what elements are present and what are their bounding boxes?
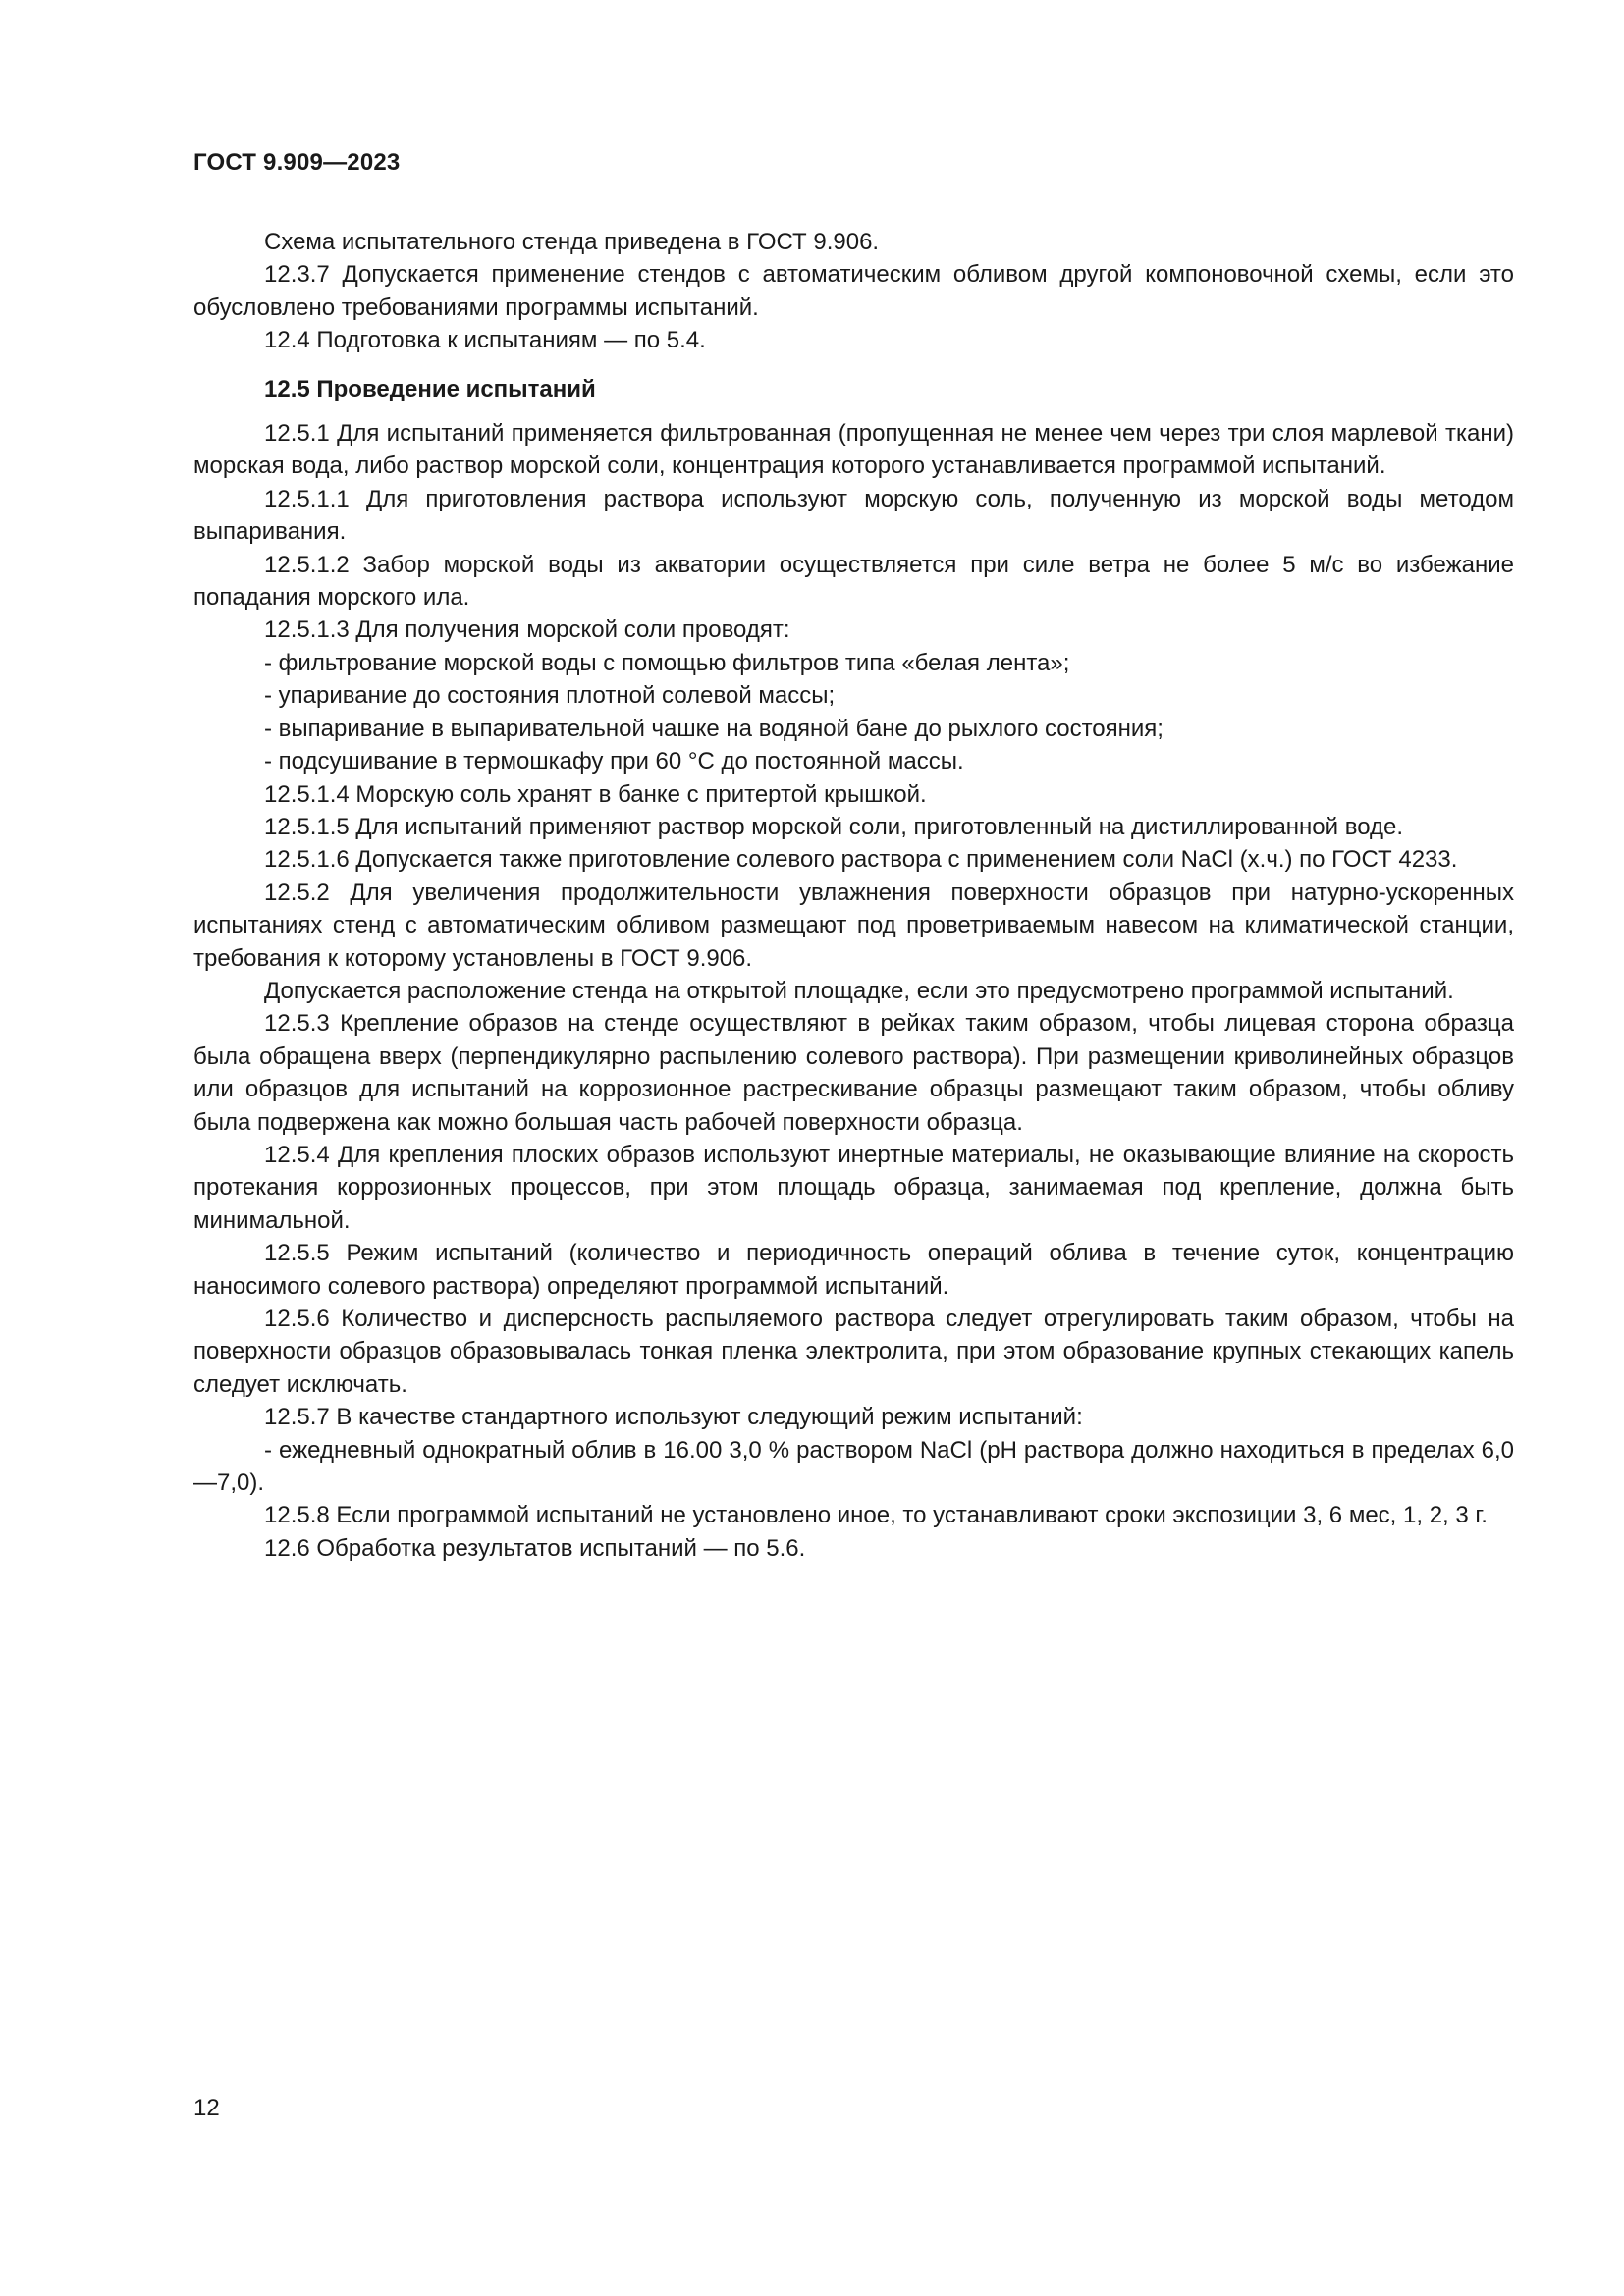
- list-item: - подсушивание в термошкафу при 60 °С до постоянной массы.: [264, 748, 964, 775]
- paragraph: 12.5.3 Крепление образов на стенде осуществляют в рейках таким образом, чтобы лицевая сторона образца была обращена вверх (перпендикулярно распылению солевого раствора). При размещении криволинейных образцов или образцов для испытаний на коррозионное растрескивание образцы размещают таким образом, чтобы обливу была подвержена как можно большая часть рабочей поверхности образца.: [193, 1010, 1514, 1136]
- paragraph: 12.4 Подготовка к испытаниям — по 5.4.: [264, 327, 706, 354]
- paragraph: 12.5.1.5 Для испытаний применяют раствор морской соли, приготовленный на дистиллированной воде.: [264, 813, 1404, 840]
- paragraph: Допускается расположение стенда на открытой площадке, если это предусмотрено программой испытаний.: [264, 977, 1454, 1004]
- paragraph: 12.5.4 Для крепления плоских образов используют инертные материалы, не оказывающие влияние на скорость протекания коррозионных процессов, при этом площадь образца, занимаемая под крепление, должна быть минимальной.: [193, 1141, 1514, 1234]
- paragraph: 12.3.7 Допускается применение стендов с автоматическим обливом другой компоновочной схемы, если это обусловлено требованиями программы испытаний.: [193, 261, 1514, 321]
- paragraph: 12.5.8 Если программой испытаний не установлено иное, то устанавливают сроки экспозиции 3, 6 мес, 1, 2, 3 г.: [264, 1502, 1488, 1529]
- paragraph: 12.5.1.4 Морскую соль хранят в банке с притертой крышкой.: [264, 780, 927, 808]
- paragraph: 12.5.1.1 Для приготовления раствора используют морскую соль, полученную из морской воды методом выпаривания.: [193, 485, 1514, 546]
- paragraph: 12.5.1.3 Для получения морской соли проводят:: [264, 616, 790, 644]
- paragraph: 12.6 Обработка результатов испытаний — по 5.6.: [264, 1534, 806, 1562]
- paragraph: Схема испытательного стенда приведена в ГОСТ 9.906.: [264, 229, 880, 255]
- list-item: - ежедневный однократный облив в 16.00 3,0 % раствором NaCl (pH раствора должно находиться в пределах 6,0—7,0).: [193, 1436, 1514, 1497]
- document-body: [193, 226, 1514, 1565]
- list-item: - фильтрование морской воды с помощью фильтров типа «белая лента»;: [264, 649, 1070, 676]
- document-header: ГОСТ 9.909—2023: [193, 149, 401, 176]
- paragraph: 12.5.5 Режим испытаний (количество и периодичность операций облива в течение суток, концентрацию наносимого солевого раствора) определяют программой испытаний.: [193, 1240, 1514, 1300]
- list-item: - упаривание до состояния плотной солевой массы;: [264, 682, 836, 710]
- paragraph: 12.5.1.2 Забор морской воды из акватории осуществляется при силе ветра не более 5 м/с во избежание попадания морского ила.: [193, 551, 1514, 612]
- page-number: 12: [193, 2095, 220, 2121]
- paragraph: 12.5.1 Для испытаний применяется фильтрованная (пропущенная не менее чем через три слоя марлевой ткани) морская вода, либо раствор морской соли, концентрация которого устанавливается программой испытаний.: [193, 420, 1514, 480]
- paragraph: 12.5.1.6 Допускается также приготовление солевого раствора с применением соли NaCl (х.ч.) по ГОСТ 4233.: [264, 846, 1458, 874]
- section-heading: 12.5 Проведение испытаний: [264, 375, 596, 402]
- list-item: - выпаривание в выпаривательной чашке на водяной бане до рыхлого состояния;: [264, 715, 1164, 742]
- paragraph: 12.5.2 Для увеличения продолжительности увлажнения поверхности образцов при натурно-ускоренных испытаниях стенд с автоматическим обливом размещают под проветриваемым навесом на климатической станции, требования к которому установлены в ГОСТ 9.906.: [193, 879, 1514, 972]
- paragraph: 12.5.6 Количество и дисперсность распыляемого раствора следует отрегулировать таким образом, чтобы на поверхности образцов образовывалась тонкая пленка электролита, при этом образование крупных стекающих капель следует исключать.: [193, 1306, 1514, 1398]
- paragraph: 12.5.7 В качестве стандартного используют следующий режим испытаний:: [264, 1404, 1083, 1431]
